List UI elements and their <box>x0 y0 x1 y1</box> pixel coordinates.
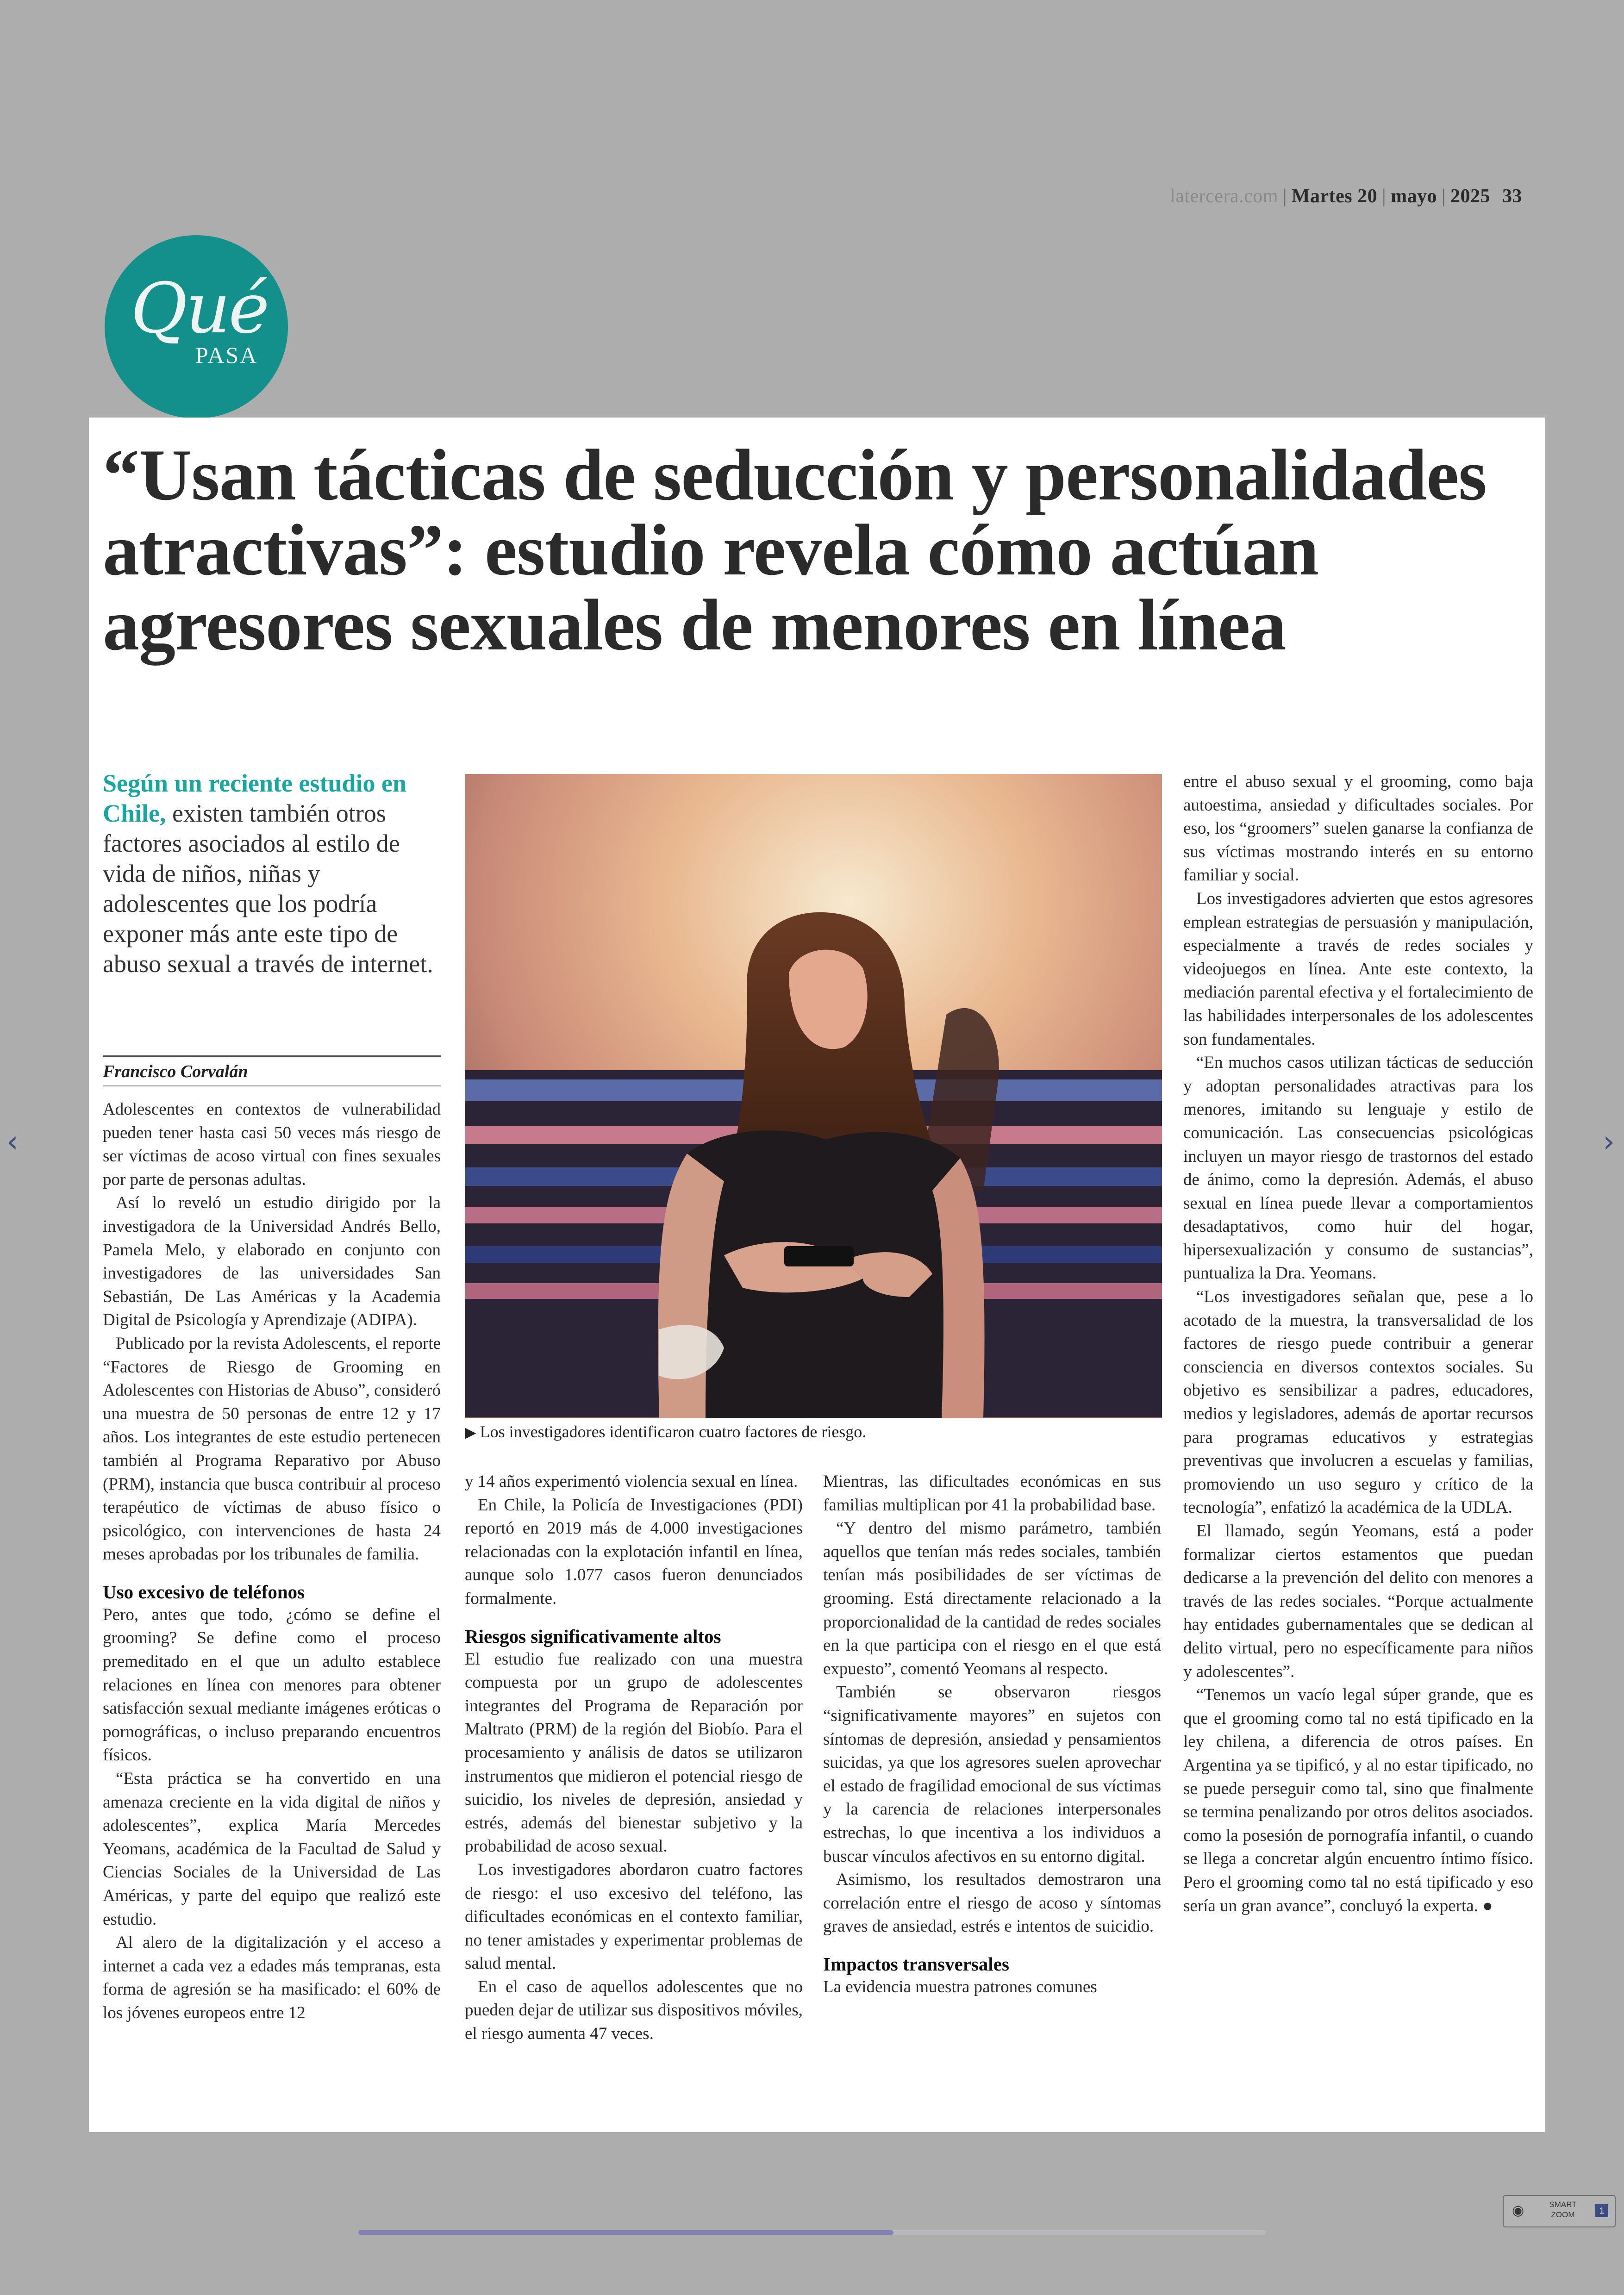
page-folio: latercera.com | Martes 20 | mayo | 2025 33 <box>1170 186 1522 207</box>
lede-highlight: Según un reciente estudio en Chile, <box>103 769 407 827</box>
paragraph: “Tenemos un vacío legal súper grande, que es que el grooming como tal no está tipificado en la ley chilena, a diferencia de otros países. En Argentina ya se tipificó, y al no estar tipificado, no se puede perseguir como tal, sino que finalmente se termina penalizando por otros delitos asociados. como la posesión de pornografía infantil, o cuando se llega a concretar algún encuentro íntimo físico. Pero el grooming como tal no está tipificado y eso sería un gran avance”, concluyó la experta. ● <box>1183 1685 1533 1915</box>
smart-zoom-badge: 1 <box>1595 2204 1608 2217</box>
article-column-2 <box>465 1470 803 2046</box>
chevron-left-icon[interactable]: ‹ <box>6 1125 19 1159</box>
page-number: 33 <box>1502 186 1522 207</box>
issue-month: mayo <box>1391 186 1437 207</box>
reading-progress-bar[interactable] <box>358 2230 1266 2235</box>
article-column-1 <box>103 1098 441 2025</box>
paragraph: “Y dentro del mismo parámetro, también aquellos que tenían más redes sociales, también tenían más posibilidades de ser víctimas de grooming. Está directamente relacionado a la proporcionalidad de la cantidad de redes sociales en la que participa con el riesgo en el que está expuesto”, comentó Yeomans al respecto. <box>823 1519 1161 1678</box>
article-column-3 <box>823 1470 1161 1999</box>
paragraph: La evidencia muestra patrones comunes <box>823 1977 1097 1996</box>
paragraph: En Chile, la Policía de Investigaciones (PDI) reportó en 2019 más de 4.000 investigaciones relacionadas con la explotación infantil en línea, aunque solo 1.077 casos fueron denunciados formalmente. <box>465 1495 803 1608</box>
paragraph: Publicado por la revista Adolescents, el reporte “Factores de Riesgo de Grooming en Adolescentes con Historias de Abuso”, consideró una muestra de 50 personas de entre 12 y 17 años. Los integrantes de este estudio pertenecen también al Programa Reparativo por Abuso (PRM), instancia que busca contribuir al proceso terapéutico de víctimas de abuso físico o psicológico, con intervenciones de hasta 24 meses aprobadas por los tribunales de familia. <box>103 1334 441 1564</box>
lede-text: existen también otros factores asociados al estilo de vida de niños, niñas y adolescentes que los podría exponer más ante este tipo de abuso sexual a través de internet. <box>103 799 433 978</box>
paragraph: Mientras, las dificultades económicas en sus familias multiplican por 41 la probabilidad base. <box>823 1472 1161 1515</box>
paragraph: y 14 años experimentó violencia sexual en línea. <box>465 1472 798 1491</box>
subheading: Impactos transversales <box>823 1953 1009 1975</box>
article-column-4 <box>1183 770 1533 1918</box>
article-page <box>89 418 1545 2132</box>
article-lede <box>103 768 445 979</box>
smart-zoom-label: SMART ZOOM <box>1549 2200 1577 2219</box>
subheading: Riesgos significativamente altos <box>465 1625 721 1647</box>
end-mark-icon: ● <box>1482 1896 1493 1915</box>
photo-girl-with-phone <box>465 774 1162 1418</box>
caption-triangle-icon: ▶ <box>465 1424 476 1441</box>
paragraph: Al alero de la digitalización y el acceso a internet a cada vez a edades más tempranas, esta forma de agresión se ha masificado: el 60% de los jóvenes europeos entre 12 <box>103 1933 441 2022</box>
paragraph: Adolescentes en contextos de vulnerabilidad pueden tener hasta casi 50 veces más riesgo de ser víctimas de acoso virtual con fines sexuales por parte de personas adultas. <box>103 1100 441 1189</box>
paragraph: El estudio fue realizado con una muestra compuesta por un grupo de adolescentes integrantes del Programa de Reparación por Maltrato (PRM) de la región del Biobío. Para el procesamiento y análisis de datos se utilizaron instrumentos que midieron el potencial riesgo de suicidio, los niveles de depresión, ansiedad y estrés, además del bienestar subjetivo y la probabilidad de acoso sexual. <box>465 1649 803 1856</box>
article-byline: Francisco Corvalán <box>103 1055 441 1086</box>
paragraph: Asimismo, los resultados demostraron una correlación entre el riesgo de acoso y síntomas graves de ansiedad, estrés e intentos de suicidio. <box>823 1870 1161 1936</box>
chevron-right-icon[interactable]: › <box>1603 1125 1615 1159</box>
eye-icon: ◉ <box>1512 2203 1524 2218</box>
reading-progress-fill <box>358 2230 893 2235</box>
subheading: Uso excesivo de teléfonos <box>103 1581 305 1603</box>
paragraph: “Los investigadores señalan que, pese a lo acotado de la muestra, la transversalidad de los factores de riesgo puede contribuir a generar consciencia en diversos contextos sociales. Su objetivo es sensibilizar a padres, educadores, medios y legisladores, además de aportar recursos para programas educativos y estrategias preventivas que involucren a escuelas y familias, promoviendo un uso seguro y crítico de la tecnología”, enfatizó la académica de la UDLA. <box>1183 1287 1533 1517</box>
paragraph: entre el abuso sexual y el grooming, como baja autoestima, ansiedad y dificultades sociales. Por eso, los “groomers” suelen ganarse la confianza de sus víctimas mostrando interés en su entorno familiar y social. <box>1183 772 1533 885</box>
article-photo <box>465 774 1162 1418</box>
logo-word-que: Qué <box>131 268 268 349</box>
logo-word-pasa: PASA <box>195 342 258 368</box>
article-headline: “Usan tácticas de seducción y personalidades atractivas”: estudio revela cómo actúan agresores sexuales de menores en línea <box>103 435 1487 666</box>
issue-date: Martes 20 <box>1291 186 1378 207</box>
site-name: latercera.com <box>1170 186 1278 207</box>
issue-year: 2025 <box>1450 186 1490 207</box>
paragraph: Los investigadores advierten que estos agresores emplean estrategias de persuasión y manipulación, especialmente a través de redes sociales y videojuegos en línea. Ante este contexto, la mediación parental efectiva y el fortalecimiento de las habilidades interpersonales de los adolescentes son fundamentales. <box>1183 889 1533 1049</box>
paragraph: “En muchos casos utilizan tácticas de seducción y adoptan personalidades atractivas para los menores, imitando su lenguaje y estilo de comunicación. Las consecuencias psicológicas incluyen un mayor riesgo de trastornos del estado de ánimo, como la depresión. Además, el abuso sexual en línea puede llevar a comportamientos desadaptativos, como huir del hogar, hipersexualización y consumo de sustancias”, puntualiza la Dra. Yeomans. <box>1183 1053 1533 1283</box>
paragraph: “Esta práctica se ha convertido en una amenaza creciente en la vida digital de niños y adolescentes”, explica María Mercedes Yeomans, académica de la Facultad de Salud y Ciencias Sociales de la Universidad de Las Américas, y parte del equipo que realizó este estudio. <box>103 1769 441 1929</box>
paragraph: Así lo reveló un estudio dirigido por la investigadora de la Universidad Andrés Bello, Pamela Melo, y elaborado en conjunto con investigadores de las universidades San Sebastián, De Las Américas y la Academia Digital de Psicología y Aprendizaje (ADIPA). <box>103 1193 441 1330</box>
paragraph: El llamado, según Yeomans, está a poder formalizar ciertos estamentos que puedan dedicarse a la prevención del delito con menores a través de las redes sociales. “Porque actualmente hay entidades gubernamentales que se dedican al delito virtual, pero no específicamente para niños y adolescentes”. <box>1183 1522 1533 1681</box>
photo-caption: ▶ Los investigadores identificaron cuatro factores de riesgo. <box>465 1422 867 1441</box>
que-pasa-logo <box>105 235 288 418</box>
paragraph: En el caso de aquellos adolescentes que no pueden dejar de utilizar sus dispositivos móviles, el riesgo aumenta 47 veces. <box>465 1977 803 2044</box>
paragraph: Pero, antes que todo, ¿cómo se define el grooming? Se define como el proceso premeditado en el que un adulto establece relaciones en línea con menores para obtener satisfacción sexual mediante imágenes eróticas o pornográficas, o incluso preparando encuentros físicos. <box>103 1605 441 1765</box>
smart-zoom-button[interactable] <box>1503 2195 1616 2227</box>
paragraph: También se observaron riesgos “significativamente mayores” en sujetos con síntomas de depresión, ansiedad y pensamientos suicidas, ya que los agresores suelen aprovechar el estado de fragilidad emocional de sus víctimas y la carencia de relaciones interpersonales estrechas, lo que incentiva a los individuos a buscar vínculos afectivos en su entorno digital. <box>823 1683 1161 1866</box>
paragraph: Los investigadores abordaron cuatro factores de riesgo: el uso excesivo del teléfono, las dificultades económicas en el contexto familiar, no tener amistades y experimentar problemas de salud mental. <box>465 1860 803 1973</box>
